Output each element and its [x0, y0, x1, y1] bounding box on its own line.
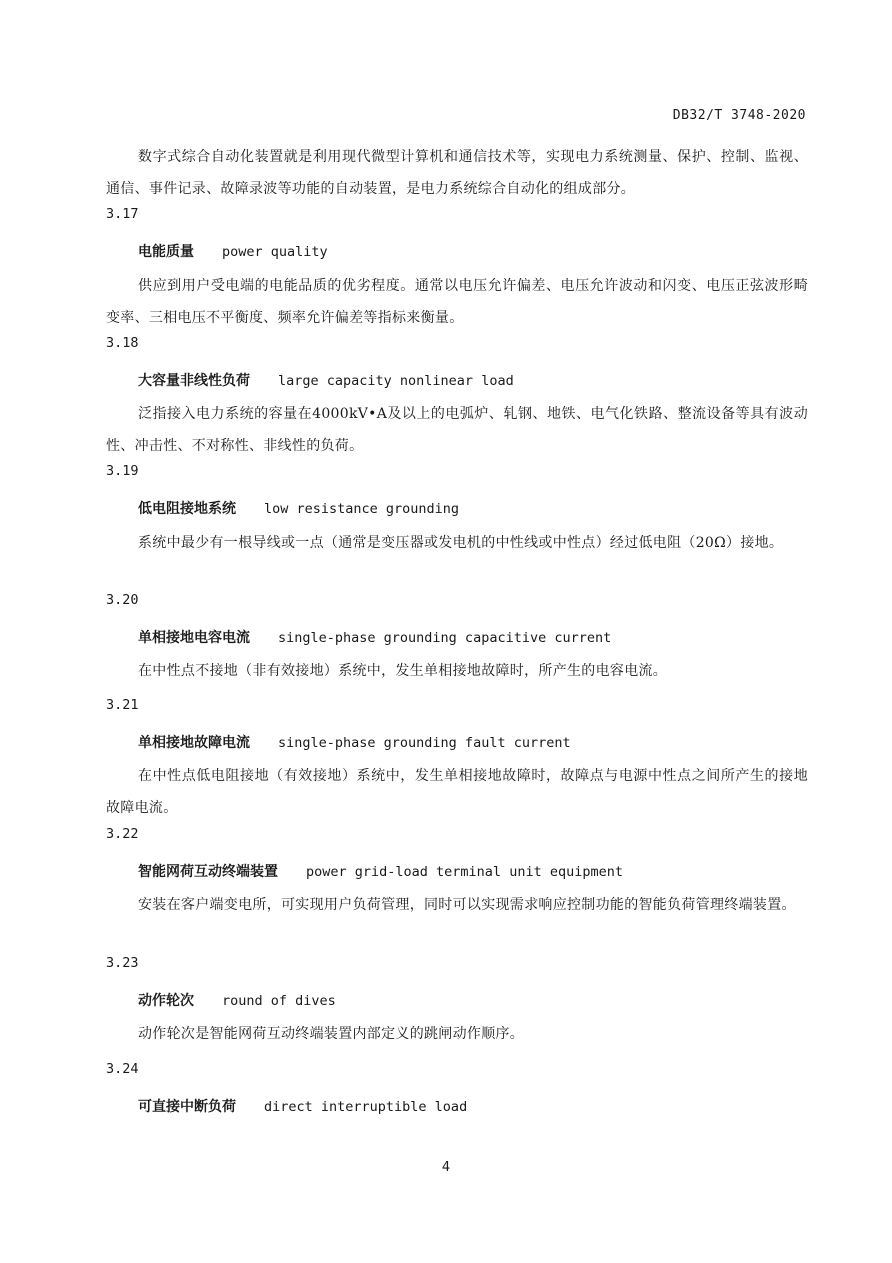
term-heading — [138, 241, 328, 261]
entry-number: 3.19 — [106, 463, 139, 479]
term-en: round of dives — [222, 993, 336, 1009]
document-code: DB32/T 3748-2020 — [672, 108, 806, 123]
term-heading — [138, 861, 623, 881]
term-en: power quality — [222, 244, 328, 260]
term-en: direct interruptible load — [264, 1099, 468, 1115]
term-en: single-phase grounding fault current — [278, 735, 571, 751]
term-zh: 可直接中断负荷 — [138, 1099, 236, 1115]
term-definition: 在中性点不接地（非有效接地）系统中，发生单相接地故障时，所产生的电容电流。 — [138, 663, 668, 679]
term-en: large capacity nonlinear load — [278, 373, 514, 389]
term-heading — [138, 498, 459, 518]
entry-number: 3.20 — [106, 592, 139, 608]
entry-number: 3.17 — [106, 206, 139, 222]
term-en: low resistance grounding — [264, 501, 460, 517]
intro-paragraph: 数字式综合自动化装置就是利用现代微型计算机和通信技术等，实现电力系统测量、保护、控制、监视、通信、事件记录、故障录波等功能的自动装置，是电力系统综合自动化的组成部分。 — [106, 149, 808, 197]
term-heading — [138, 1096, 467, 1116]
term-zh: 动作轮次 — [138, 993, 194, 1009]
term-heading — [138, 370, 514, 390]
term-zh: 大容量非线性负荷 — [138, 373, 250, 389]
term-heading — [138, 732, 571, 752]
term-en: power grid-load terminal unit equipment — [306, 864, 623, 880]
term-definition: 泛指接入电力系统的容量在4000kV•A及以上的电弧炉、轧钢、地铁、电气化铁路、整流设备等具有波动性、冲击性、不对称性、非线性的负荷。 — [106, 406, 808, 454]
term-zh: 电能质量 — [138, 244, 194, 260]
entry-number: 3.18 — [106, 335, 139, 351]
entry-number: 3.24 — [106, 1061, 139, 1077]
term-definition: 系统中最少有一根导线或一点（通常是变压器或发电机的中性线或中性点）经过低电阻（20Ω）接地。 — [138, 535, 784, 551]
term-en: single-phase grounding capacitive current — [278, 630, 612, 646]
entry-number: 3.21 — [106, 697, 139, 713]
page-number: 4 — [441, 1160, 451, 1175]
entry-number: 3.22 — [106, 826, 139, 842]
term-definition: 供应到用户受电端的电能品质的优劣程度。通常以电压允许偏差、电压允许波动和闪变、电压正弦波形畸变率、三相电压不平衡度、频率允许偏差等指标来衡量。 — [106, 278, 808, 326]
term-definition: 动作轮次是智能网荷互动终端装置内部定义的跳闸动作顺序。 — [138, 1026, 525, 1042]
term-heading — [138, 627, 611, 647]
term-definition: 安装在客户端变电所，可实现用户负荷管理，同时可以实现需求响应控制功能的智能负荷管理终端装置。 — [138, 897, 796, 913]
entry-number: 3.23 — [106, 955, 139, 971]
term-heading — [138, 990, 336, 1010]
term-zh: 低电阻接地系统 — [138, 501, 236, 517]
term-definition: 在中性点低电阻接地（有效接地）系统中，发生单相接地故障时，故障点与电源中性点之间所产生的接地故障电流。 — [106, 768, 808, 816]
term-zh: 单相接地故障电流 — [138, 735, 250, 751]
term-zh: 单相接地电容电流 — [138, 630, 250, 646]
term-zh: 智能网荷互动终端装置 — [138, 864, 278, 880]
